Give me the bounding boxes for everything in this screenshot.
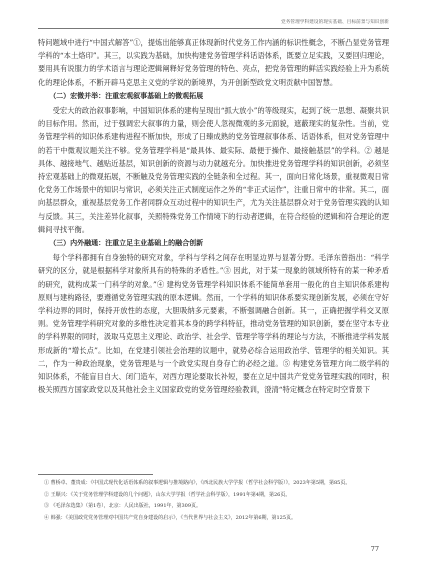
intro-paragraph: 特问题域中进行“中国式解答”①，提炼出能够真正体现新时代党务工作内涵的标识性概念，不断凸显党务管理学科的“本土烙印”。其三，以实践为基础，加快构建党务管理学科话语体系，既要立足实践，又要回归理论，要用具有说服力的学术语言与理论逻辑阐释好党务管理的特色、亮点，把党务管理的鲜活实践经验上升为系统化的理论体系，不断开辟马克思主义党的学说的新境界，为开创新型政党文明贡献中国智慧。 [38,38,389,87]
paragraph-integration: 每个学科都拥有自身独特的研究对象，学科与学科之间存在明显边界与显著分野。毛泽东曾指出：“科学研究的区分，就是根据科学对象所具有的特殊的矛盾性。”③ 因此，对于某一现象的领域所特有的某一种矛盾的研究，就构成某一门科学的对象。”④ 建构党务管理学科知识体系不能简单套用一般化的自主知识体系建构原则与建构路径，要遵循党务管理实践的原本逻辑。然而，一个学科的知识体系要实现创新发展，必须在守好学科边界的同时，保持开放性的态度，大胆吸纳多元要素，不断强调融合创新。其一，正确把握学科交叉原则。党务管理学科研究对象的多维性决定着其本身的跨学科特征，推动党务管理的知识创新，要在坚守本专业的学科界限的同时，汲取马克思主义理论、政治学、社会学、管理学等学科的理论与方法，不断推进学科发展形成新的“增长点”。比如，在党建引领社会治理的议题中，就势必综合运用政治学、管理学的相关知识。其二，作为一种政治现象，党务管理是与一个政党实现自身存亡的必经之道。⑤ 构建党务管理方向二级学科的知识体系，不能盲目自大、闭门造车，对西方理论要取长补短，要在立足中国共产党党务管理实践的同时，积极关照西方国家政党以及其他社会主义国家政党的党务管理经验教训，澄清“特定概念在特定时空背景下 [38,253,389,395]
footnote-rule [38,474,153,475]
section-heading-3: （三）内外融通：注重立足主业基础上的融合创新 [49,239,204,248]
page-number: 77 [370,545,379,553]
footnote-1: ① 曹桥卓、董贵成：《中国式现代化话语体系的叙事逻辑与推境路向》，《西北民族大学学报（哲学社会科学版）》，2023年第5期，第85页。 [44,480,351,486]
footnote-2: ② 王顺兴：《关于党务管理学科建设的几个问题》，山东大学学报（哲学社会科学版），1991年第4期，第26页。 [44,491,291,498]
footnotes [38,479,389,525]
section-heading-2: （二）宏微并举：注重宏观叙事基础上的微观拓展 [49,91,204,100]
body-text [38,36,389,396]
header-rule [38,28,389,29]
footnote-3: ③ 《毛泽东选集》（第1卷），北京：人民出版社，1991年，第309页。 [44,503,202,510]
paragraph-macro-micro: 受宏大的政治叙事影响，中国知识体系的建构呈现出“抓大放小”的等级现实，起到了统一思想、凝聚共识的目标作用。然而，过于强调宏大叙事的力量，则会使人忽视微观的多元面貌，遮蔽现实的复杂性。当前，党务管理学科的知识体系建构进程不断加快，形成了日臻成熟的党务管理叙事体系、话语体系，但对党务管理中的若干中微观议题关注不够。党务管理学科是“最具体、最实际、最便于操作、最接触基层”的学科。② 越是具体、越接地气、越贴近基层，知识创新的资源与动力就越充分。加快推进党务管理学科的知识创新，必须坚持宏观基础上的微观拓展，不断触及党务管理实践的全链条和全过程。其一，面向日常化场景，重视微观日常化党务工作场景中的知识与常识，必须关注正式制度运作之外的“非正式运作”，注重日常中的非常。其二，面向基层群众，重视基层党务工作者同群众互动过程中的知识生产，尤为关注基层群众对于党务管理实践的认知与反馈。其三，关注差异化叙事，关照特殊党务工作情境下的行动者逻辑，在符合经验的逻辑和符合理论的逻辑间寻找平衡。 [38,106,389,234]
running-header: 党务管理学科建设的现实基础、目标前景与知识创新 [281,20,389,25]
footnote-4: ④ 韩强：《美国政党党务管理对中国共产党自身建设的启示》，《当代世界与社会主义》，2012年第6期，第125页。 [44,514,297,521]
